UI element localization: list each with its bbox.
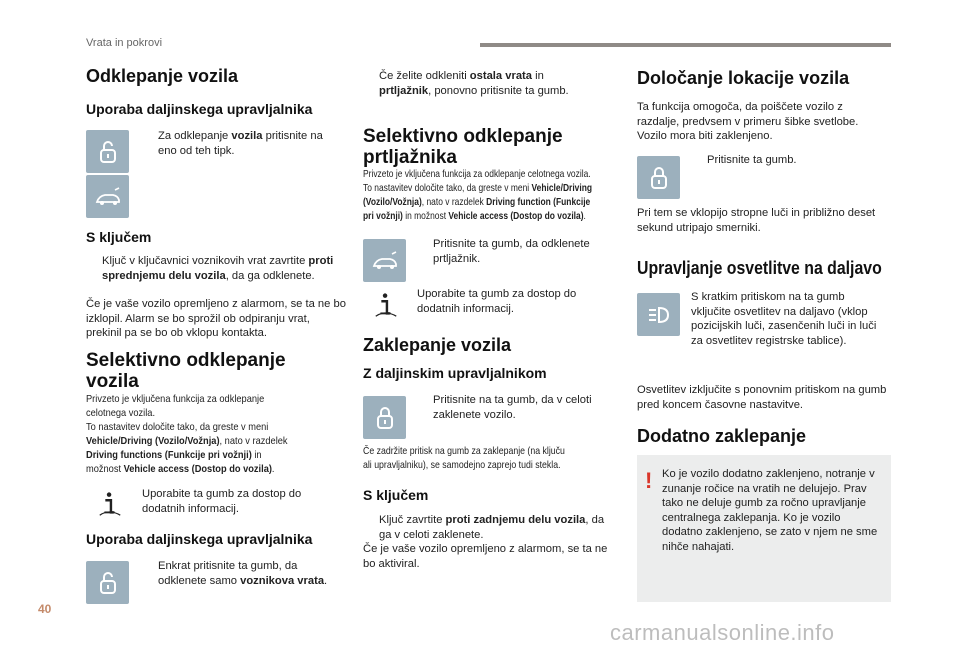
trunk-unlock-bullet: Pritisnite ta gumb, da odklenete prtljažnik. [433, 238, 590, 265]
locate-after-text: Pri tem se vklopijo stropne luči in približno deset sekund utripajo smerniki. [637, 207, 876, 234]
key-lock-alarm-note: Če je vaše vozilo opremljeno z alarmom, se ta ne bo aktiviral. [363, 543, 608, 570]
selective-vehicle-text: Privzeto je vključena funkcija za odklepanje celotnega vozila. To nastavitev določite tako, da greste v meni Vehicle/Driving (Vozilo/Vožnja), nato v razdelek Driving functions (Funkcije pri vožnji) in možnost Vehicle access (Dostop do vozila). [86, 394, 288, 475]
title-selective-trunk: Selektivno odklepanje prtljažnika [363, 126, 563, 168]
unlock-icon [93, 137, 123, 167]
key-alarm-note: Če je vaše vozilo opremljeno z alarmom, se ta ne bo izklopil. Alarm se bo sprožil ob odpiranju vrat, prekinil pa se bo ob vklopu kontakta. [86, 298, 346, 339]
warning-box [637, 455, 891, 602]
unlock-button-icon-2 [86, 561, 129, 604]
title-deadlocking: Dodatno zaklepanje [637, 426, 807, 446]
header-rule [480, 43, 891, 47]
subtitle-with-key: S ključem [86, 229, 152, 245]
title-locate-vehicle: Določanje lokacije vozila [637, 68, 850, 88]
trunk-button-icon [86, 175, 129, 218]
lock-icon [370, 403, 400, 433]
lock-button-icon-2 [637, 156, 680, 199]
info-text-2: Uporabite ta gumb za dostop do dodatnih informacij. [417, 288, 577, 315]
driver-door-bullet: Enkrat pritisnite ta gumb, da odklenete samo voznikova vrata. [158, 560, 328, 587]
car-trunk-icon [370, 246, 400, 276]
watermark: carmanualsonline.info [610, 620, 835, 645]
info-text-1: Uporabite ta gumb za dostop do dodatnih informacij. [142, 488, 302, 515]
unlock-icon [93, 568, 123, 598]
other-doors-bullet: Če želite odkleniti ostala vrata in prtljažnik, ponovno pritisnite ta gumb. [379, 70, 569, 97]
section-header: Vrata in pokrovi [86, 37, 163, 49]
bullet-marker [142, 129, 158, 158]
subtitle-remote: Uporaba daljinskega upravljalnika [86, 101, 313, 117]
warning-icon: ! [645, 468, 653, 493]
unlock-button-icon [86, 130, 129, 173]
headlight-icon [644, 300, 674, 330]
headlight-button-icon [637, 293, 680, 336]
trunk-button-icon-2 [363, 239, 406, 282]
title-unlocking: Odklepanje vozila [86, 66, 239, 86]
remote-unlock-bullet: Za odklepanje vozila pritisnite na eno od teh tipk. [142, 129, 342, 158]
lock-button-icon [363, 396, 406, 439]
selective-trunk-text: Privzeto je vključena funkcija za odklepanje celotnega vozila. To nastavitev določite tako, da greste v meni Vehicle/Driving (Vozilo/Vožnja), nato v razdelek Driving function (Funkcije pri vožnji) in možnost Vehicle access (Dostop do vozila). [363, 169, 593, 222]
car-trunk-icon [93, 182, 123, 212]
locate-text: Ta funkcija omogoča, da poiščete vozilo z razdalje, predvsem v primeru šibke svetlobe. Vozilo mora biti zaklenjeno. [637, 101, 859, 142]
title-remote-lighting: Upravljanje osvetlitve na daljavo [637, 258, 882, 278]
page-number: 40 [38, 602, 52, 616]
warning-text: Ko je vozilo dodatno zaklenjeno, notranje v zunanje ročice na vratih ne delujejo. Prav tako ne deluje gumb za ročno upravljanje centralnega zaklepanja. Ko je vozilo dodatno zaklenjeno, se zato v njem ne sme nihče nahajati. [662, 468, 878, 553]
info-icon-2 [372, 291, 400, 324]
subtitle-remote-2: Uporaba daljinskega upravljalnika [86, 531, 313, 547]
lock-bullet: Pritisnite na ta gumb, da v celoti zaklenete vozilo. [433, 394, 592, 421]
lighting-off-text: Osvetlitev izključite s ponovnim pritiskom na gumb pred koncem časovne nastavitve. [637, 384, 887, 411]
lock-icon [644, 163, 674, 193]
locate-bullet: Pritisnite ta gumb. [707, 154, 797, 166]
subtitle-remote-lock: Z daljinskim upravljalnikom [363, 365, 547, 381]
key-lock-bullet: Ključ zavrtite proti zadnjemu delu vozila, da ga v celoti zaklenete. [379, 514, 605, 541]
key-unlock-bullet: Ključ v ključavnici voznikovih vrat zavrtite proti sprednjemu delu vozila, da ga odklenete. [102, 255, 334, 282]
subtitle-key-lock: S ključem [363, 487, 429, 503]
info-icon [96, 490, 124, 523]
title-locking: Zaklepanje vozila [363, 335, 512, 355]
title-selective-vehicle: Selektivno odklepanje vozila [86, 350, 286, 392]
lighting-text: S kratkim pritiskom na ta gumb vključite osvetlitev na daljavo (vklop pozicijskih luči, zasenčenih luči in luči za osvetlitev registrske tablice). [691, 291, 877, 347]
hold-lock-note: Če zadržite pritisk na gumb za zaklepanje (na ključu ali upravljalniku), se samodejno zaprejo tudi stekla. [363, 446, 565, 471]
